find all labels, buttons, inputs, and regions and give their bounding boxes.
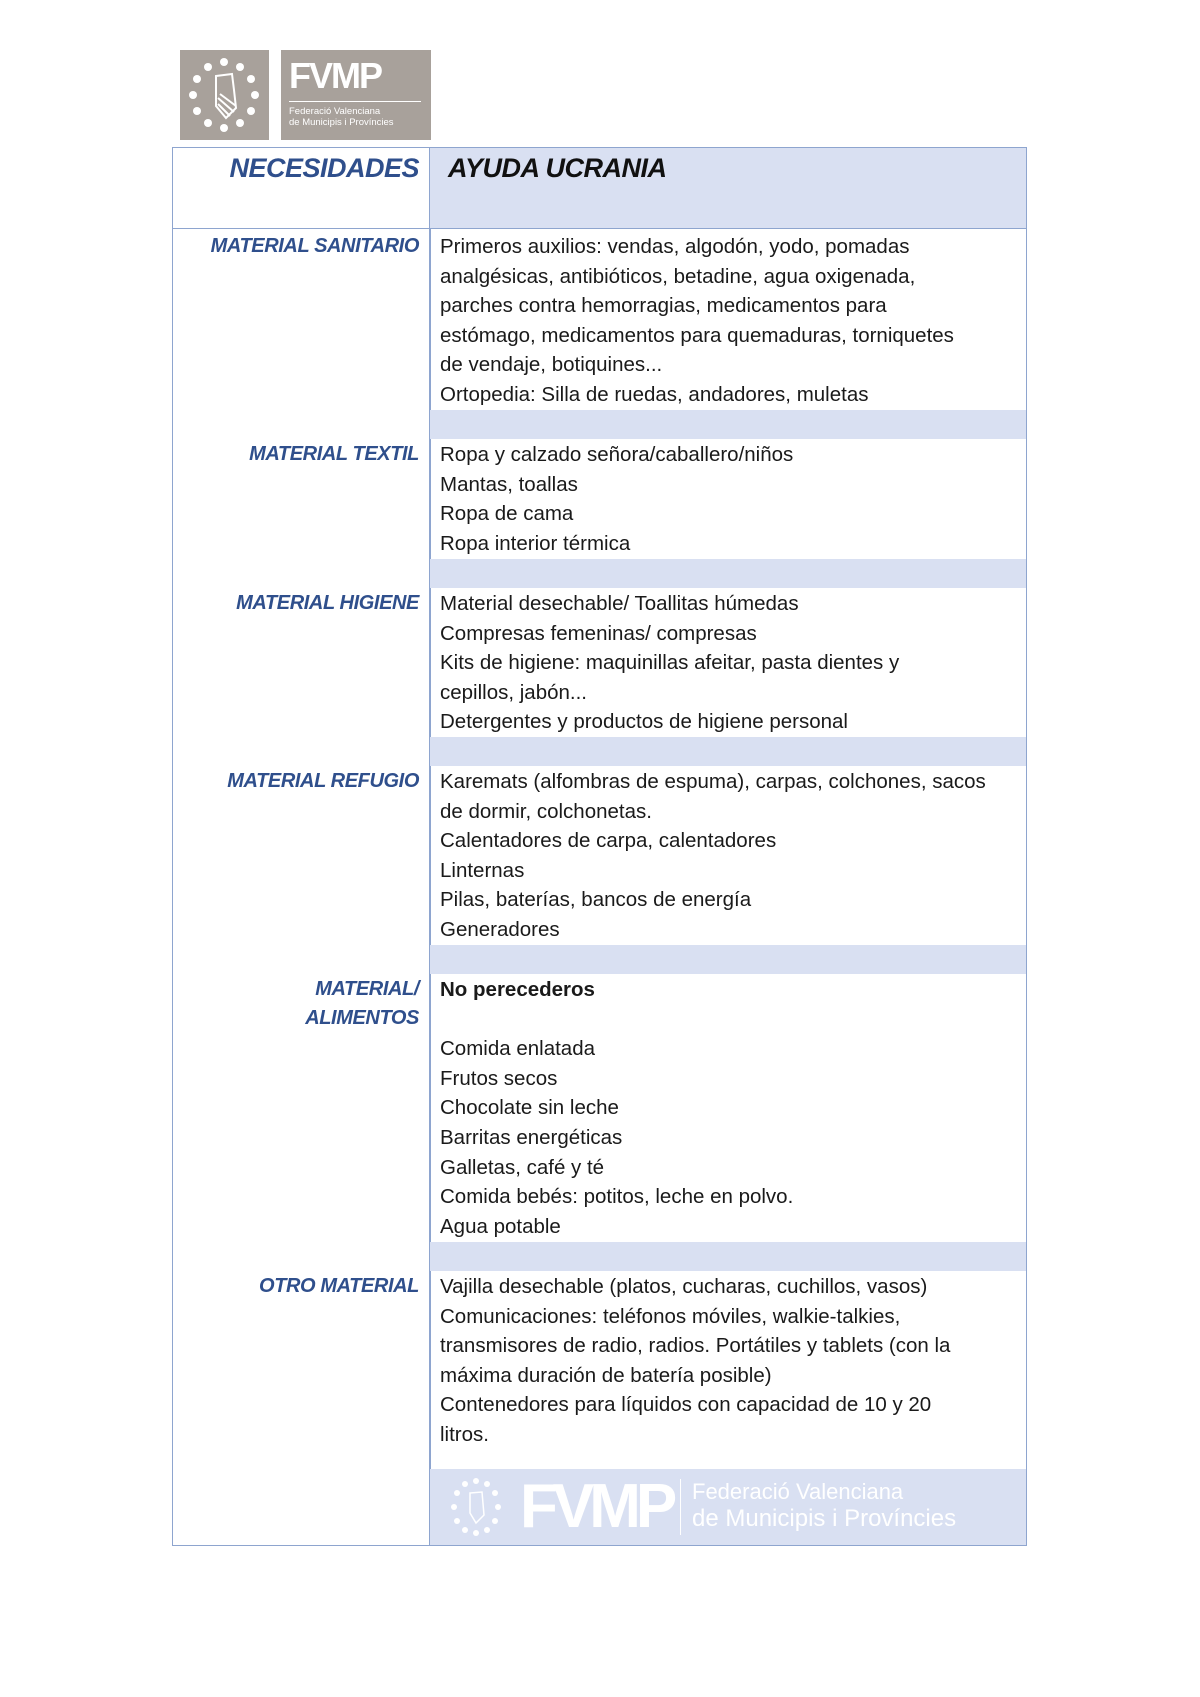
needs-heading: NECESIDADES	[229, 153, 419, 183]
section-spacer	[430, 945, 1026, 974]
list-item: Calentadores de carpa, calentadores	[440, 829, 777, 853]
list-item: Comida bebés: potitos, leche en polvo.	[440, 1185, 794, 1209]
list-item: Mantas, toallas	[440, 472, 578, 496]
logo-line1: Federació Valenciana	[289, 106, 381, 117]
category-label: MATERIAL HIGIENE	[236, 592, 419, 614]
category-label: MATERIAL SANITARIO	[210, 235, 419, 257]
list-item: Barritas energéticas	[440, 1125, 623, 1149]
section-spacer	[430, 1242, 1026, 1271]
item-list	[440, 440, 1018, 558]
list-item: Ropa y calzado señora/caballero/niños	[440, 443, 794, 466]
list-item: Material desechable/ Toallitas húmedas	[440, 592, 799, 615]
list-item: cepillos, jabón...	[440, 680, 588, 704]
category-label-line2: ALIMENTOS	[305, 1007, 419, 1029]
footer-line2: de Municipis i Províncies	[692, 1505, 957, 1532]
list-item: Compresas femeninas/ compresas	[440, 621, 757, 645]
header-right-cell	[430, 148, 1026, 228]
list-item: Contenedores para líquidos con capacidad de 10 y 20	[440, 1393, 932, 1417]
footer-line1: Federació Valenciana	[692, 1479, 904, 1504]
list-item: Comida enlatada	[440, 1037, 595, 1061]
list-item: máxima duración de batería posible)	[440, 1363, 772, 1387]
list-item: Primeros auxilios: vendas, algodón, yodo, pomadas	[440, 235, 910, 258]
section-spacer	[430, 410, 1026, 439]
item-list	[440, 589, 1018, 737]
list-item: Ropa interior térmica	[440, 531, 631, 555]
list-item: Ropa de cama	[440, 502, 574, 526]
section-spacer	[430, 559, 1026, 588]
item-list	[440, 767, 1018, 945]
list-item: Ortopedia: Silla de ruedas, andadores, muletas	[440, 382, 869, 406]
list-item: Galletas, café y té	[440, 1155, 605, 1179]
list-item: Comunicaciones: teléfonos móviles, walkie-talkies,	[440, 1304, 901, 1328]
logo-line2: de Municipis i Províncies	[289, 117, 394, 128]
list-item: parches contra hemorragias, medicamentos para	[440, 294, 887, 318]
logo-acronym: FVMP	[289, 55, 382, 96]
category-label: MATERIAL TEXTIL	[249, 443, 419, 465]
list-item: Chocolate sin leche	[440, 1096, 619, 1120]
logo-subtitle	[289, 106, 394, 128]
list-item: estómago, medicamentos para quemaduras, torniquetes	[440, 323, 954, 347]
blank-line	[440, 1005, 1018, 1035]
list-item: Detergentes y productos de higiene personal	[440, 710, 848, 734]
list-item: transmisores de radio, radios. Portátiles y tablets (con la	[440, 1334, 951, 1358]
list-item: analgésicas, antibióticos, betadine, agua oxigenada,	[440, 264, 916, 288]
footer-acronym: FVMP	[520, 1472, 673, 1541]
item-list	[440, 975, 1018, 1241]
item-list	[440, 232, 1018, 410]
section-spacer	[430, 737, 1026, 766]
header-left-cell	[173, 148, 429, 228]
item-list	[440, 1272, 1018, 1450]
category-label-line1: MATERIAL/	[315, 978, 419, 1000]
logo-rule	[289, 101, 421, 102]
category-label: OTRO MATERIAL	[259, 1275, 419, 1297]
column-divider	[429, 148, 431, 1545]
list-item: Karemats (alfombras de espuma), carpas, colchones, sacos	[440, 770, 986, 793]
category-label	[173, 975, 419, 1033]
list-item: Frutos secos	[440, 1066, 558, 1090]
logo-wordmark	[281, 50, 431, 140]
list-item: Agua potable	[440, 1214, 561, 1238]
aid-heading: AYUDA UCRANIA	[448, 153, 667, 183]
category-label: MATERIAL REFUGIO	[227, 770, 419, 792]
subheading: No perecederos	[440, 978, 595, 1001]
needs-table	[172, 147, 1027, 1546]
stars-emblem-icon	[448, 1475, 504, 1539]
list-item: de vendaje, botiquines...	[440, 353, 663, 377]
footer-divider	[680, 1479, 681, 1535]
list-item: Linternas	[440, 858, 525, 882]
list-item: Kits de higiene: maquinillas afeitar, pasta dientes y	[440, 651, 900, 675]
list-item: de dormir, colchonetas.	[440, 799, 652, 823]
list-item: Vajilla desechable (platos, cucharas, cuchillos, vasos)	[440, 1275, 928, 1298]
list-item: Pilas, baterías, bancos de energía	[440, 888, 752, 912]
footer-logo-band	[430, 1469, 1026, 1545]
table-header-row	[173, 148, 1026, 229]
list-item: litros.	[440, 1422, 489, 1446]
list-item: Generadores	[440, 917, 560, 941]
fvmp-logo	[180, 50, 431, 140]
stars-emblem-icon	[180, 50, 269, 140]
